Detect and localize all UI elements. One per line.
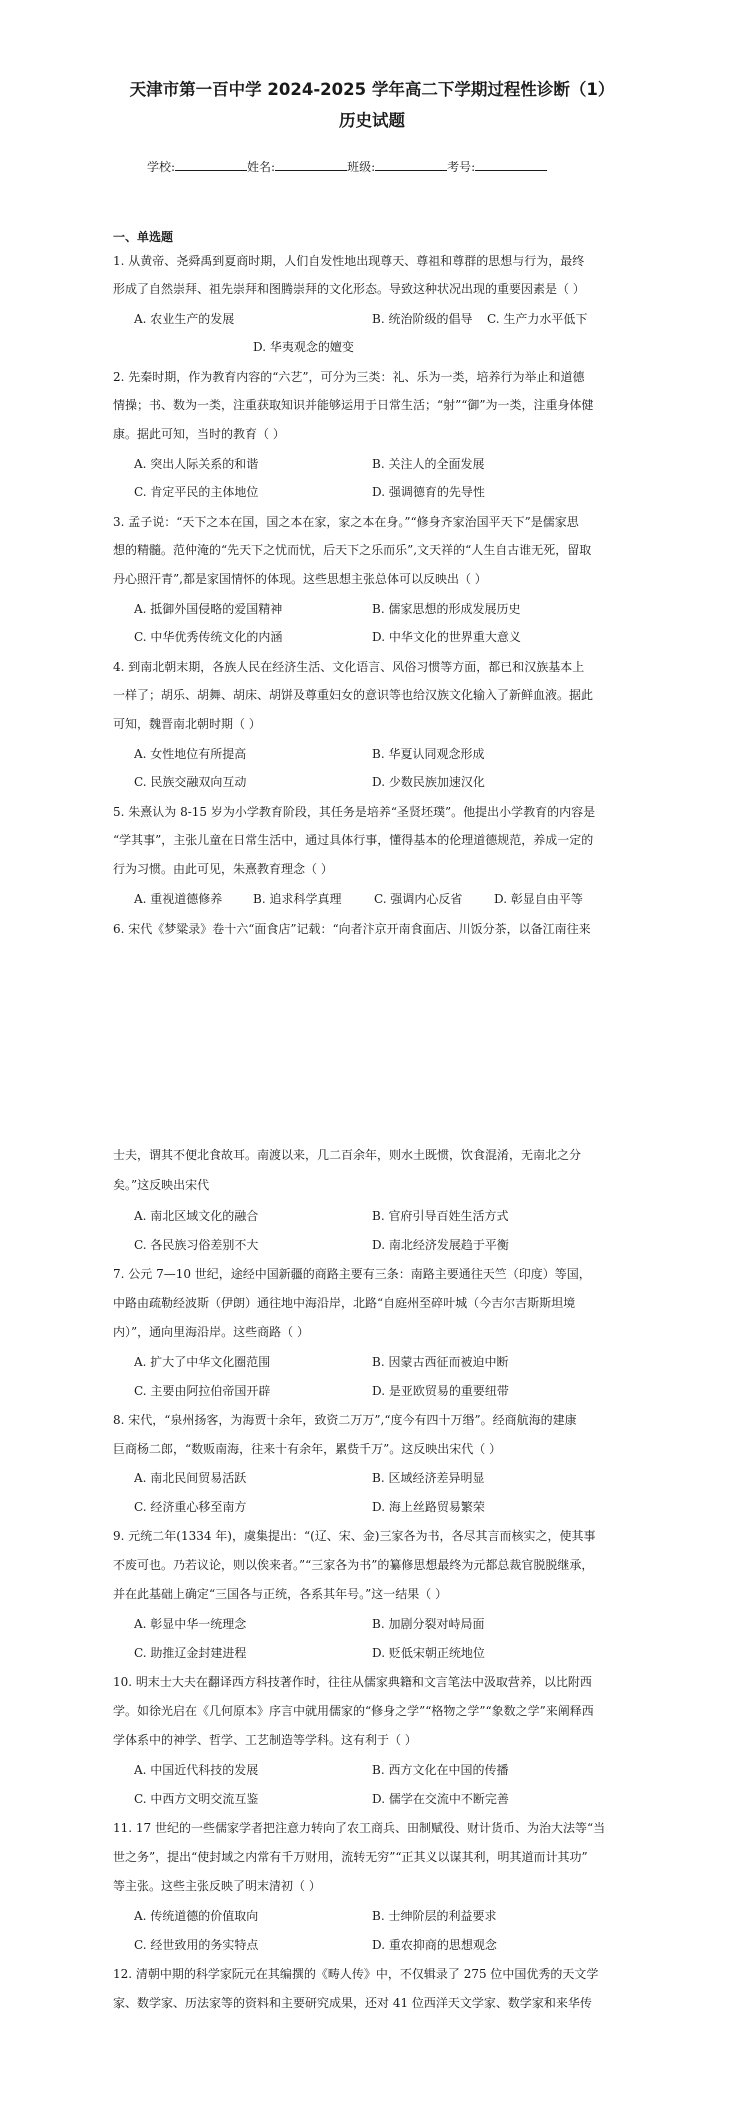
question-text: 2. 先秦时期，作为教育内容的“六艺”，可分为三类：礼、乐为一类，培养行为举止和道德 — [113, 370, 585, 384]
question-text: 丹心照汗青”,都是家国情怀的体现。这些思想主张总体可以反映出（ ） — [113, 572, 487, 586]
answer-option[interactable]: B. 西方文化在中国的传播 — [372, 1763, 509, 1777]
answer-option[interactable]: C. 中西方文明交流互鉴 — [134, 1792, 259, 1806]
answer-option[interactable]: D. 彰显自由平等 — [494, 892, 583, 906]
question-text: 学。如徐光启在《几何原本》序言中就用儒家的“修身之学”“格物之学”“象数之学”来阐释西 — [113, 1704, 594, 1718]
answer-option[interactable]: C. 强调内心反省 — [374, 892, 463, 906]
answer-option[interactable]: D. 强调德育的先导性 — [372, 485, 485, 499]
answer-option[interactable]: A. 传统道德的价值取向 — [134, 1909, 259, 1923]
answer-option[interactable]: D. 少数民族加速汉化 — [372, 775, 485, 789]
answer-option[interactable]: D. 海上丝路贸易繁荣 — [372, 1500, 485, 1514]
answer-option[interactable]: C. 民族交融双向互动 — [134, 775, 247, 789]
question-text: 行为习惯。由此可见，朱熹教育理念（ ） — [113, 862, 333, 876]
class-blank[interactable] — [375, 158, 447, 171]
question-text: 6. 宋代《梦粱录》卷十六“面食店”记载：“向者汴京开南食面店、川饭分茶，以备江南往来 — [113, 922, 591, 936]
question-text: 一样了；胡乐、胡舞、胡床、胡饼及尊重妇女的意识等也给汉族文化输入了新鲜血液。据此 — [113, 688, 594, 702]
section-title: 一、单选题 — [113, 230, 174, 244]
name-label: 姓名: — [247, 160, 276, 174]
question-text: 中路由疏勒经波斯（伊朗）通往地中海沿岸，北路“自庭州至碎叶城（今吉尔吉斯斯坦境 — [113, 1296, 576, 1310]
answer-option[interactable]: C. 生产力水平低下 — [487, 312, 588, 326]
answer-option[interactable]: A. 中国近代科技的发展 — [134, 1763, 259, 1777]
answer-option[interactable]: C. 助推辽金封建进程 — [134, 1646, 247, 1660]
question-text: 10. 明末士大夫在翻译西方科技著作时，往往从儒家典籍和文言笔法中汲取营养，以比附西 — [113, 1675, 592, 1689]
question-text: 3. 孟子说：“天下之本在国，国之本在家，家之本在身。”“修身齐家治国平天下”是儒家思 — [113, 515, 579, 529]
answer-option[interactable]: B. 加剧分裂对峙局面 — [372, 1617, 485, 1631]
question-text: 康。据此可知，当时的教育（ ） — [113, 427, 285, 441]
question-text: 12. 清朝中期的科学家阮元在其编撰的《畴人传》中，不仅辑录了 275 位中国优秀的天文学 — [113, 1967, 599, 1981]
answer-option[interactable]: C. 肯定平民的主体地位 — [134, 485, 259, 499]
question-text: “学其事”，主张儿童在日常生活中，通过具体行事，懂得基本的伦理道德规范，养成一定的 — [113, 833, 594, 847]
answer-option[interactable]: A. 抵御外国侵略的爱国精神 — [134, 602, 283, 616]
school-label: 学校: — [147, 160, 176, 174]
question-text: 巨商杨二郎，“数贩南海，往来十有余年，累赀千万”。这反映出宋代（ ） — [113, 1442, 502, 1456]
question-text: 矣。”这反映出宋代 — [113, 1178, 210, 1192]
answer-option[interactable]: B. 官府引导百姓生活方式 — [372, 1209, 509, 1223]
question-text: 9. 元统二年(1334 年)，虞集提出：“(辽、宋、金)三家各为书，各尽其言而核实之，使其事 — [113, 1529, 596, 1543]
answer-option[interactable]: D. 重农抑商的思想观念 — [372, 1938, 497, 1952]
answer-option[interactable]: A. 女性地位有所提高 — [134, 747, 247, 761]
question-text: 8. 宋代，“泉州扬客，为海贾十余年，致资二万万”,“度今有四十万缗”。经商航海的建康 — [113, 1413, 577, 1427]
answer-option[interactable]: C. 经世致用的务实特点 — [134, 1938, 259, 1952]
answer-option[interactable]: A. 南北民间贸易活跃 — [134, 1471, 247, 1485]
question-text: 11. 17 世纪的一些儒家学者把注意力转向了农工商兵、田制赋役、财计货币、为治大法等“当 — [113, 1821, 606, 1835]
answer-option[interactable]: D. 是亚欧贸易的重要纽带 — [372, 1384, 509, 1398]
question-text: 1. 从黄帝、尧舜禹到夏商时期，人们自发性地出现尊天、尊祖和尊群的思想与行为，最终 — [113, 254, 585, 268]
school-blank[interactable] — [175, 158, 247, 171]
answer-option[interactable]: C. 主要由阿拉伯帝国开辟 — [134, 1384, 271, 1398]
question-text: 并在此基础上确定“三国各与正统，各系其年号。”这一结果（ ） — [113, 1587, 448, 1601]
answer-option[interactable]: B. 关注人的全面发展 — [372, 457, 485, 471]
question-text: 不废可也。乃若议论，则以俟来者。”“三家各为书”的纂修思想最终为元都总裁官脱脱继承， — [113, 1558, 594, 1572]
answer-option[interactable]: A. 农业生产的发展 — [134, 312, 235, 326]
question-text: 5. 朱熹认为 8-15 岁为小学教育阶段，其任务是培养“圣贤坯璞”。他提出小学教育的内容是 — [113, 805, 596, 819]
answer-option[interactable]: D. 贬低宋朝正统地位 — [372, 1646, 485, 1660]
answer-option[interactable]: B. 区域经济差异明显 — [372, 1471, 485, 1485]
answer-option[interactable]: B. 华夏认同观念形成 — [372, 747, 485, 761]
answer-option[interactable]: C. 经济重心移至南方 — [134, 1500, 247, 1514]
question-text: 内）”，通向里海沿岸。这些商路（ ） — [113, 1325, 309, 1339]
question-text: 可知，魏晋南北朝时期（ ） — [113, 717, 261, 731]
question-text: 形成了自然崇拜、祖先崇拜和图腾崇拜的文化形态。导致这种状况出现的重要因素是（ ） — [113, 282, 585, 296]
exam-number-blank[interactable] — [475, 158, 547, 171]
exam-number-label: 考号: — [447, 160, 476, 174]
class-label: 班级: — [347, 160, 376, 174]
exam-subtitle: 历史试题 — [339, 111, 405, 130]
question-text: 情操；书、数为一类，注重获取知识并能够运用于日常生活；“射”“御”为一类，注重身体健 — [113, 398, 594, 412]
answer-option[interactable]: A. 南北区域文化的融合 — [134, 1209, 259, 1223]
answer-option[interactable]: A. 突出人际关系的和谐 — [134, 457, 259, 471]
answer-option[interactable]: B. 士绅阶层的利益要求 — [372, 1909, 497, 1923]
answer-option[interactable]: B. 儒家思想的形成发展历史 — [372, 602, 521, 616]
question-text: 7. 公元 7—10 世纪，途经中国新疆的商路主要有三条：南路主要通往天竺（印度）等国， — [113, 1267, 591, 1281]
answer-option[interactable]: B. 统治阶级的倡导 — [372, 312, 473, 326]
answer-option[interactable]: A. 彰显中华一统理念 — [134, 1617, 247, 1631]
question-text: 士夫，谓其不便北食故耳。南渡以来，几二百余年，则水土既惯，饮食混淆，无南北之分 — [113, 1148, 582, 1162]
question-text: 家、数学家、历法家等的资料和主要研究成果，还对 41 位西洋天文学家、数学家和来华传 — [113, 1996, 592, 2010]
question-text: 4. 到南北朝末期，各族人民在经济生活、文化语言、风俗习惯等方面，都已和汉族基本上 — [113, 660, 585, 674]
question-text: 等主张。这些主张反映了明末清初（ ） — [113, 1879, 321, 1893]
name-blank[interactable] — [275, 158, 347, 171]
answer-option[interactable]: D. 中华文化的世界重大意义 — [372, 630, 521, 644]
exam-title: 天津市第一百中学 2024-2025 学年高二下学期过程性诊断（1） — [129, 80, 615, 99]
answer-option[interactable]: C. 各民族习俗差别不大 — [134, 1238, 259, 1252]
answer-option[interactable]: B. 追求科学真理 — [253, 892, 342, 906]
answer-option[interactable]: A. 重视道德修养 — [134, 892, 223, 906]
question-text: 世之务”，提出“使封域之内常有千万财用，流转无穷”“正其义以谋其利，明其道而计其功” — [113, 1850, 588, 1864]
answer-option[interactable]: D. 儒学在交流中不断完善 — [372, 1792, 509, 1806]
answer-option[interactable]: D. 华夷观念的嬗变 — [253, 340, 354, 354]
info-row — [147, 158, 547, 175]
question-text: 学体系中的神学、哲学、工艺制造等学科。这有利于（ ） — [113, 1733, 417, 1747]
question-text: 想的精髓。范仲淹的“先天下之忧而忧，后天下之乐而乐”,文天祥的“人生自古谁无死，留取 — [113, 543, 592, 557]
answer-option[interactable]: B. 因蒙古西征而被迫中断 — [372, 1355, 509, 1369]
answer-option[interactable]: A. 扩大了中华文化圈范围 — [134, 1355, 271, 1369]
answer-option[interactable]: D. 南北经济发展趋于平衡 — [372, 1238, 509, 1252]
answer-option[interactable]: C. 中华优秀传统文化的内涵 — [134, 630, 283, 644]
